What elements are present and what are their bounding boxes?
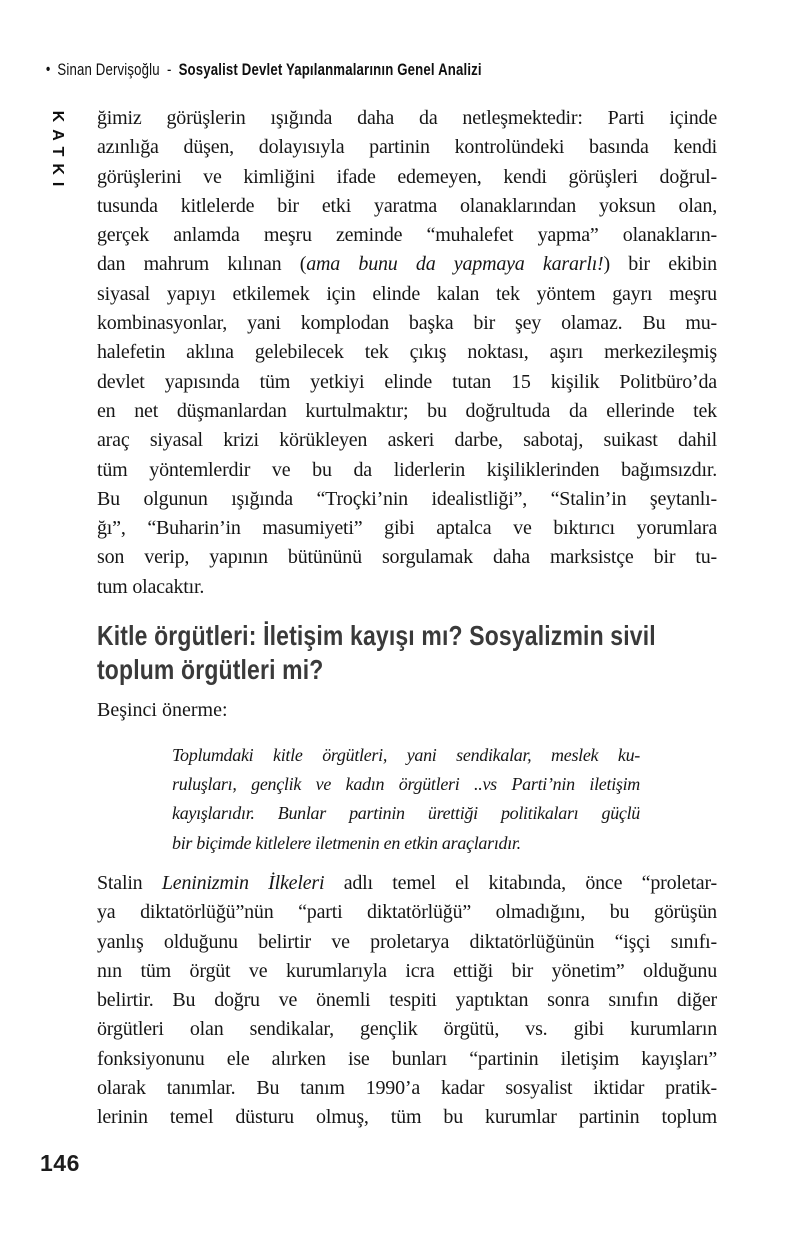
bullet-icon: • <box>46 61 51 78</box>
paragraph-2 <box>97 869 717 1133</box>
paragraph-1 <box>97 104 717 602</box>
text-line: son verip, yapının bütününü sorgulamak daha marksistçe bir tu- <box>97 546 717 569</box>
text-line: ğı”, “Buharin’in masumiyeti” gibi aptalca ve bıktırıcı yorumlara <box>97 517 717 540</box>
text-line: azınlığa düşen, dolayısıyla partinin kontrolündeki basında kendi <box>97 136 717 159</box>
text-line: kombinasyonlar, yani komplodan başka bir şey olamaz. Bu mu- <box>97 312 717 335</box>
text-line: toplum örgütleri mi? <box>97 654 324 685</box>
text-segment: dan mahrum kılınan ( <box>97 253 307 276</box>
text-line: tum olacaktır. <box>97 575 205 598</box>
text-line: fonksiyonunu ele alırken ise bunları “partinin iletişim kayışları” <box>97 1047 717 1070</box>
running-header <box>46 61 482 80</box>
text-line: yanlış olduğunu belirtir ve proletarya diktatörlüğünün “işçi sınıfı- <box>97 930 717 953</box>
text-line: belirtir. Bu doğru ve önemli tespiti yaptıktan sonra sınıfın diğer <box>97 989 717 1012</box>
italic-text-segment: Leninizmin İlkeleri <box>161 872 325 894</box>
text-line <box>97 250 717 279</box>
text-line: en net düşmanlardan kurtulmaktır; bu doğrultuda da ellerinde tek <box>97 399 717 422</box>
text-line <box>97 869 717 898</box>
text-line: nın tüm örgüt ve kurumlarıyla icra ettiği bir yönetim” olduğunu <box>97 959 717 982</box>
text-segment: ) bir ekibin <box>603 253 717 276</box>
text-line: örgütleri olan sendikalar, gençlik örgütü, vs. gibi kurumların <box>97 1018 717 1041</box>
text-line: olarak tanımlar. Bu tanım 1990’a kadar sosyalist iktidar pratik- <box>97 1077 717 1100</box>
text-line: Kitle örgütleri: İletişim kayışı mı? Sosyalizmin sivil <box>97 620 656 651</box>
text-line: halefetin aklına gelebilecek tek çıkış noktası, aşırı merkezileşmiş <box>97 341 717 364</box>
italic-text-segment: ama bunu da yapmaya kararlı! <box>306 253 604 276</box>
text-line: araç siyasal krizi körükleyen askeri darbe, sabotaj, suikast dahil <box>97 429 717 452</box>
text-line: gerçek anlamda meşru zeminde “muhalefet yapma” olanakların- <box>97 224 717 247</box>
page-number: 146 <box>40 1150 80 1176</box>
text-line: lerinin temel düsturu olmuş, tüm bu kurumlar partinin toplum <box>97 1106 717 1129</box>
text-line: tüm yöntemlerdir ve bu da liderlerin kişiliklerinden bağımsızdır. <box>97 458 717 481</box>
text-segment: Stalin <box>97 872 162 894</box>
text-line: kayışlarıdır. Bunlar partinin ürettiği politikaları güçlü <box>172 803 640 824</box>
text-line: bir biçimde kitlelere iletmenin en etkin araçlarıdır. <box>172 832 521 853</box>
text-line: siyasal yapıyı etkilemek için elinde kalan tek yöntem gayrı meşru <box>97 282 717 305</box>
header-article-title: Sosyalist Devlet Yapılanmalarının Genel Analizi <box>178 61 482 79</box>
text-line: ya diktatörlüğü”nün “parti diktatörlüğü” olmadığını, bu görüşün <box>97 901 717 924</box>
proposition-label: Beşinci önerme: <box>97 699 228 721</box>
text-line: tusunda kitlelerde bir etki yaratma olanaklarından yoksun olan, <box>97 194 717 217</box>
text-segment: adlı temel el kitabında, önce “proletar- <box>324 872 718 894</box>
text-line: ğimiz görüşlerin ışığında daha da netleşmektedir: Parti içinde <box>97 107 717 129</box>
vertical-journal-label: KATKI <box>49 110 66 194</box>
text-line: ruluşları, gençlik ve kadın örgütleri ..vs Parti’nin iletişim <box>172 774 640 795</box>
text-line: devlet yapısında tüm yetkiyi elinde tutan 15 kişilik Politbüro’da <box>97 370 717 393</box>
header-separator: - <box>166 61 172 79</box>
text-line: görüşlerini ve kimliğini ifade edemeyen, kendi görüşleri doğrul- <box>97 165 717 188</box>
text-line: Toplumdaki kitle örgütleri, yani sendikalar, meslek ku- <box>172 745 640 765</box>
block-quote <box>172 741 640 858</box>
text-line: Bu olgunun ışığında “Troçki’nin idealistliği”, “Stalin’in şeytanlı- <box>97 487 717 510</box>
header-author: Sinan Dervişoğlu <box>57 61 160 79</box>
section-heading <box>97 619 720 687</box>
